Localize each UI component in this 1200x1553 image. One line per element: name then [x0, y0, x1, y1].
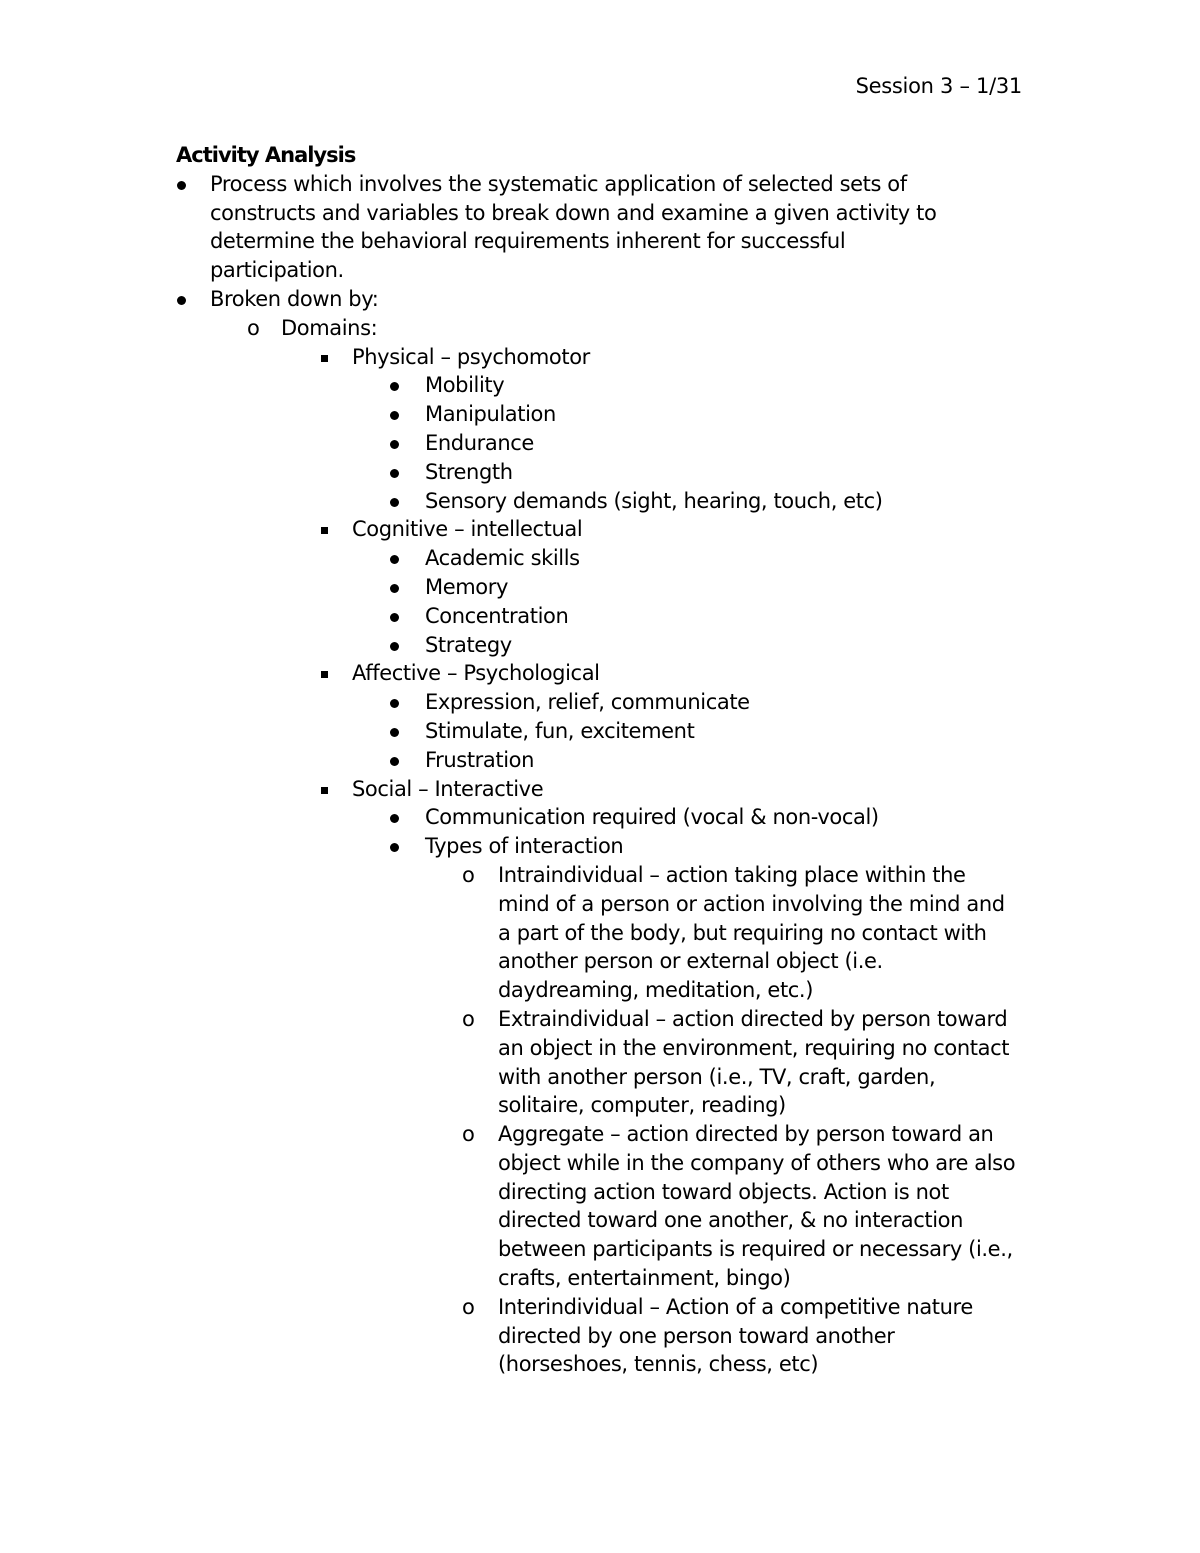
list-item: Strength	[389, 458, 1036, 487]
physical-items	[389, 371, 1036, 515]
interaction-type-extraindividual: o Extraindividual – action directed by person toward an object in the environment, requiring no contact with another person (i.e., TV, craft, garden, solitaire, computer, reading)	[462, 1006, 1010, 1118]
circle-bullet-icon: o	[462, 1294, 475, 1319]
list-item: Frustration	[389, 746, 1036, 775]
list-item: Memory	[389, 573, 1036, 602]
list-item: Types of interaction o Intraindividual – action taking place within the mind of a person or action involving the mind and a part of the body, but requiring no contact with another person or external object (i.e. daydreaming, meditation, etc.) o Extraindividual – action directed by person toward an object in the environment, requiring no contact with another person (i.e., TV, craft, garden, solitaire, computer, reading) o Aggregate – action directed by person toward an object while in the company of others who are also directing action toward objects. Action is not directed toward one another, & no interaction between participants is required or necessary (i.e., crafts, entertainment, bingo) o Interindividual – Action of a competitive nature directed by one person toward another (horseshoes, tennis, chess, etc)	[389, 832, 1036, 1379]
domain-social: Social – Interactive Communication required (vocal & non-vocal) Types of interaction o Intraindividual – action taking place within the mind of a person or action involving the mind and a part of the body, but requiring no contact with another person or external object (i.e. daydreaming, meditation, etc.) o Extraindividual – action directed by person toward an object in the environment, requiring no contact with another person (i.e., TV, craft, garden, solitaire, computer, reading) o Aggregate – action directed by person toward an object while in the company of others who are also directing action toward objects. Action is not directed toward one another, & no interaction between participants is required or necessary (i.e., crafts, entertainment, bingo) o Interindividual – Action of a competitive nature directed by one person toward another (horseshoes, tennis, chess, etc)	[318, 775, 1036, 1380]
domains-list	[247, 314, 1036, 1379]
list-item: Mobility	[389, 371, 1036, 400]
social-items	[389, 803, 1036, 1379]
circle-bullet-icon: o	[462, 1122, 475, 1147]
document-body	[176, 141, 1036, 1379]
circle-bullet-icon: o	[462, 1006, 475, 1031]
list-item: Stimulate, fun, excitement	[389, 717, 1036, 746]
top-level-list	[176, 170, 1036, 314]
interaction-types	[462, 861, 1022, 1379]
session-header: Session 3 – 1/31	[855, 74, 1022, 98]
circle-bullet-icon: o	[462, 862, 475, 887]
list-item-domains: o Domains: Physical – psychomotor Mobility Manipulation Endurance Strength Sensory demands (sight, hearing, touch, etc) Cognitive – intellectual Academic skills Memory Concentration Strategy Affective – Psychological Expression, relief, communicate Stimulate, fun, excitement Frustration Social – Interactive Communication required (vocal & non-vocal) Types of interaction o Intraindividual – action taking place within the mind of a person or action involving the mind and a part of the body, but requiring no contact with another person or external object (i.e. daydreaming, meditation, etc.) o Extraindividual – action directed by person toward an object in the environment, requiring no contact with another person (i.e., TV, craft, garden, solitaire, computer, reading) o Aggregate – action directed by person toward an object while in the company of others who are also directing action toward objects. Action is not directed toward one another, & no interaction between participants is required or necessary (i.e., crafts, entertainment, bingo) o Interindividual – Action of a competitive nature directed by one person toward another (horseshoes, tennis, chess, etc)	[247, 314, 1036, 1379]
list-item: Academic skills	[389, 544, 1036, 573]
list-item: Manipulation	[389, 400, 1036, 429]
cognitive-items	[389, 544, 1036, 659]
list-item: Endurance	[389, 429, 1036, 458]
circle-bullet-icon: o	[247, 315, 260, 340]
list-item-process-definition: Process which involves the systematic application of selected sets of constructs and variables to break down and examine a given activity to determine the behavioral requirements inherent for successful participation.	[176, 170, 980, 285]
list-item: Expression, relief, communicate	[389, 688, 1036, 717]
affective-items	[389, 688, 1036, 774]
document-title: Activity Analysis	[176, 143, 356, 167]
list-item: Sensory demands (sight, hearing, touch, etc)	[389, 487, 1036, 516]
list-item: Concentration	[389, 602, 1036, 631]
domain-categories	[318, 343, 1036, 1380]
domain-affective: Affective – Psychological Expression, relief, communicate Stimulate, fun, excitement Frustration	[318, 659, 1036, 774]
interaction-type-intraindividual: o Intraindividual – action taking place within the mind of a person or action involving the mind and a part of the body, but requiring no contact with another person or external object (i.e. daydreaming, meditation, etc.)	[462, 862, 1005, 1003]
list-item: Strategy	[389, 631, 1036, 660]
domain-cognitive: Cognitive – intellectual Academic skills Memory Concentration Strategy	[318, 515, 1036, 659]
list-item-broken-down-by: Broken down by:	[176, 285, 1036, 314]
interaction-type-interindividual: o Interindividual – Action of a competitive nature directed by one person toward another (horseshoes, tennis, chess, etc)	[462, 1294, 973, 1377]
domain-physical: Physical – psychomotor Mobility Manipulation Endurance Strength Sensory demands (sight, hearing, touch, etc)	[318, 343, 1036, 516]
interaction-type-aggregate: o Aggregate – action directed by person toward an object while in the company of others who are also directing action toward objects. Action is not directed toward one another, & no interaction between participants is required or necessary (i.e., crafts, entertainment, bingo)	[462, 1122, 1016, 1291]
list-item: Communication required (vocal & non-vocal)	[389, 803, 1036, 832]
